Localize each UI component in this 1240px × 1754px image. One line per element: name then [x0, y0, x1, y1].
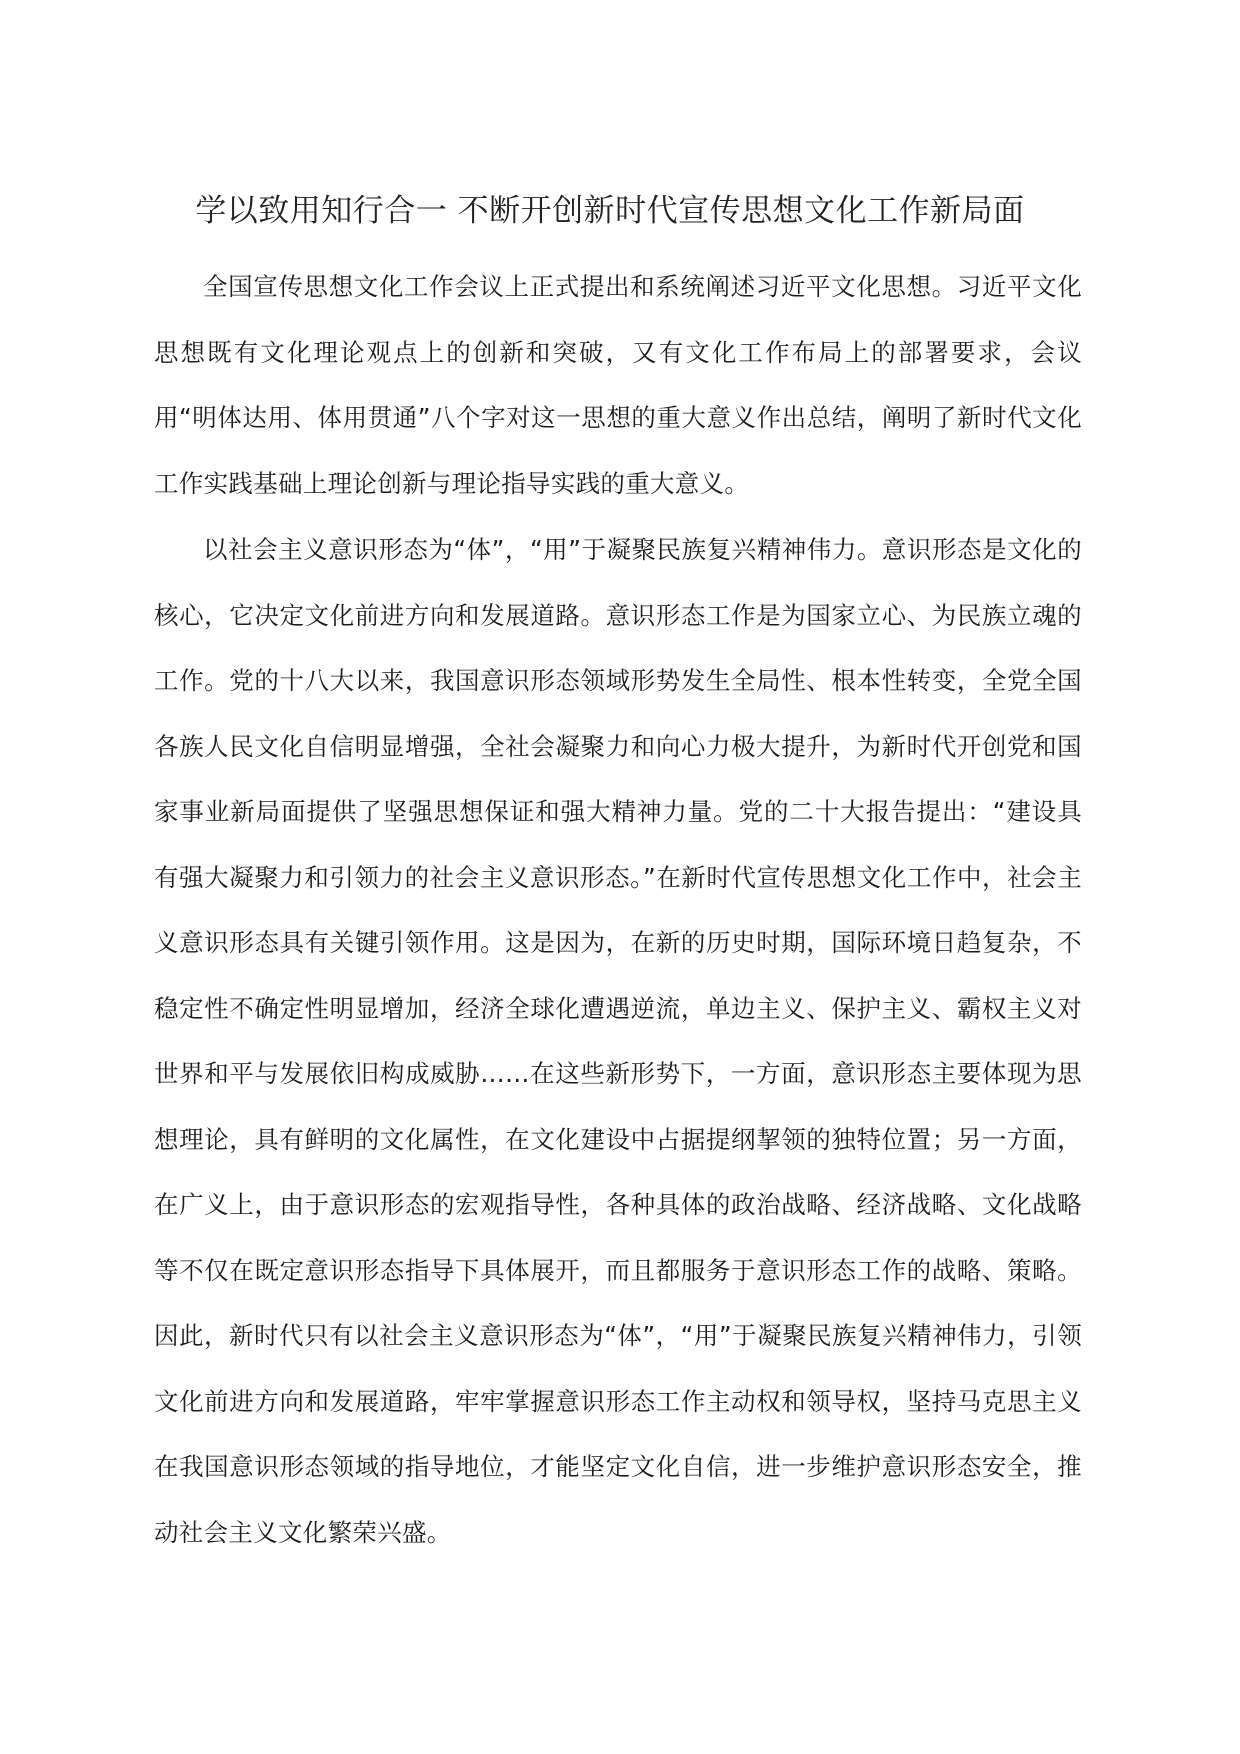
paragraph-1: 全国宣传思想文化工作会议上正式提出和系统阐述习近平文化思想。习近平文化思想既有文化理论观点上的创新和突破，又有文化工作布局上的部署要求，会议用“明体达用、体用贯通”八个字对这一思想的重大意义作出总结，阐明了新时代文化工作实践基础上理论创新与理论指导实践的重大意义。	[154, 272, 1082, 498]
paragraph-2: 以社会主义意识形态为“体”，“用”于凝聚民族复兴精神伟力。意识形态是文化的核心，它决定文化前进方向和发展道路。意识形态工作是为国家立心、为民族立魂的工作。党的十八大以来，我国意识形态领域形势发生全局性、根本性转变，全党全国各族人民文化自信明显增强，全社会凝聚力和向心力极大提升，为新时代开创党和国家事业新局面提供了坚强思想保证和强大精神力量。党的二十大报告提出：“建设具有强大凝聚力和引领力的社会主义意识形态。”在新时代宣传思想文化工作中，社会主义意识形态具有关键引领作用。这是因为，在新的历史时期，国际环境日趋复杂，不稳定性不确定性明显增加，经济全球化遭遇逆流，单边主义、保护主义、霸权主义对世界和平与发展依旧构成威胁……在这些新形势下，一方面，意识形态主要体现为思想理论，具有鲜明的文化属性，在文化建设中占据提纲挈领的独特位置；另一方面，在广义上，由于意识形态的宏观指导性，各种具体的政治战略、经济战略、文化战略等不仅在既定意识形态指导下具体展开，而且都服务于意识形态工作的战略、策略。因此，新时代只有以社会主义意识形态为“体”，“用”于凝聚民族复兴精神伟力，引领文化前进方向和发展道路，牢牢掌握意识形态工作主动权和领导权，坚持马克思主义在我国意识形态领域的指导地位，才能坚定文化自信，进一步维护意识形态安全，推动社会主义文化繁荣兴盛。	[154, 535, 1082, 1547]
document-title: 学以致用知行合一 不断开创新时代宣传思想文化工作新局面	[195, 193, 1025, 229]
document-body	[154, 254, 1082, 1566]
